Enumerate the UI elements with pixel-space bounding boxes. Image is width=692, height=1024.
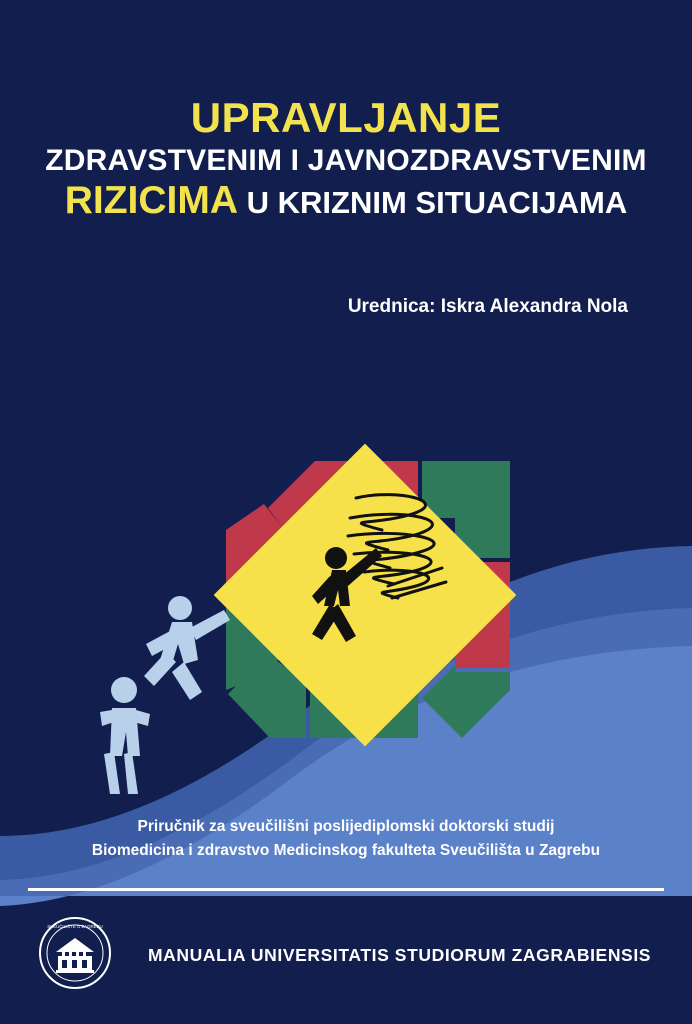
footer-block	[0, 908, 692, 998]
editor-credit: Urednica: Iskra Alexandra Nola	[347, 296, 628, 317]
subtitle-line-1: Priručnik za sveučilišni poslijediplomski doktorski studij	[137, 818, 555, 835]
walking-figures	[80, 580, 280, 810]
title-line-3-rest: U KRIZNIM SITUACIJAMA	[238, 185, 628, 221]
standing-figure	[100, 677, 150, 794]
subtitle-block	[0, 815, 692, 863]
series-title: MANUALIA UNIVERSITATIS STUDIORUM ZAGRABIENSIS	[148, 945, 652, 965]
title-line-3	[0, 181, 692, 222]
title-line-1: UPRAVLJANJE	[190, 94, 502, 141]
seal-text: SVEUČILIŠTE U ZAGREBU	[47, 924, 103, 929]
divider-rule	[28, 888, 664, 891]
climbing-figure	[144, 596, 230, 700]
title-highlight: RIZICIMA	[64, 179, 239, 223]
title-block	[0, 96, 692, 222]
university-seal-icon	[38, 916, 112, 990]
title-line-2: ZDRAVSTVENIM I JAVNOZDRAVSTVENIM	[45, 144, 647, 178]
subtitle-line-2: Biomedicina i zdravstvo Medicinskog fakulteta Sveučilišta u Zagrebu	[91, 842, 601, 860]
